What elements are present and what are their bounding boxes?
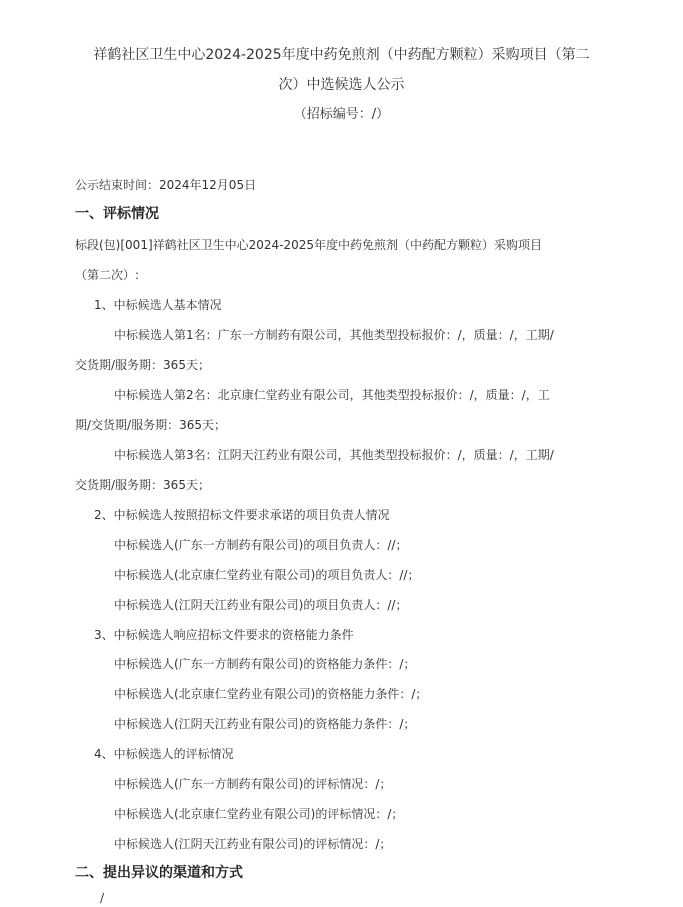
candidate-2-line-2: 期/交货期/服务期：365天； <box>75 418 226 432</box>
page-title-line-1: 祥鹤社区卫生中心2024-2025年度中药免煎剂（中药配方颗粒）采购项目（第二 <box>93 47 590 63</box>
candidate-1-line-1: 中标候选人第1名：广东一方制药有限公司，其他类型投标报价：/，质量：/，工期/ <box>114 328 554 342</box>
qualification-row: 中标候选人(广东一方制药有限公司)的资格能力条件：/； <box>114 657 416 671</box>
candidate-3-line-2: 交货期/服务期：365天； <box>75 478 210 492</box>
section-heading-objection: 二、提出异议的渠道和方式 <box>75 865 243 881</box>
section-heading-evaluation: 一、评标情况 <box>75 206 159 222</box>
subsection-title-project-lead: 2、中标候选人按照招标文件要求承诺的项目负责人情况 <box>94 508 390 522</box>
lot-description-line-1: 标段(包)[001]祥鹤社区卫生中心2024-2025年度中药免煎剂（中药配方颗粒）采购项目 <box>75 238 543 252</box>
announce-end-time: 公示结束时间：2024年12月05日 <box>75 178 257 192</box>
subsection-title-qualification: 3、中标候选人响应招标文件要求的资格能力条件 <box>94 628 354 642</box>
qualification-row: 中标候选人(江阴天江药业有限公司)的资格能力条件：/； <box>114 717 416 731</box>
subsection-title-basic-info: 1、中标候选人基本情况 <box>94 298 222 312</box>
project-lead-row: 中标候选人(江阴天江药业有限公司)的项目负责人：//； <box>114 598 408 612</box>
evaluation-row: 中标候选人(北京康仁堂药业有限公司)的评标情况：/； <box>114 807 404 821</box>
project-lead-row: 中标候选人(北京康仁堂药业有限公司)的项目负责人：//； <box>114 568 420 582</box>
lot-description-line-2: （第二次）: <box>75 268 140 282</box>
objection-body: / <box>100 891 105 905</box>
page-title-line-2: 次）中选候选人公示 <box>278 77 405 93</box>
subsection-title-evaluation: 4、中标候选人的评标情况 <box>94 747 234 761</box>
project-lead-row: 中标候选人(广东一方制药有限公司)的项目负责人：//； <box>114 538 408 552</box>
evaluation-row: 中标候选人(江阴天江药业有限公司)的评标情况：/； <box>114 837 392 851</box>
qualification-row: 中标候选人(北京康仁堂药业有限公司)的资格能力条件：/； <box>114 687 428 701</box>
candidate-3-line-1: 中标候选人第3名：江阴天江药业有限公司，其他类型投标报价：/，质量：/，工期/ <box>114 448 554 462</box>
candidate-1-line-2: 交货期/服务期：365天； <box>75 358 210 372</box>
candidate-2-line-1: 中标候选人第2名：北京康仁堂药业有限公司，其他类型投标报价：/，质量：/，工 <box>114 388 550 402</box>
evaluation-row: 中标候选人(广东一方制药有限公司)的评标情况：/； <box>114 777 392 791</box>
tender-code: （招标编号：/） <box>293 107 390 122</box>
